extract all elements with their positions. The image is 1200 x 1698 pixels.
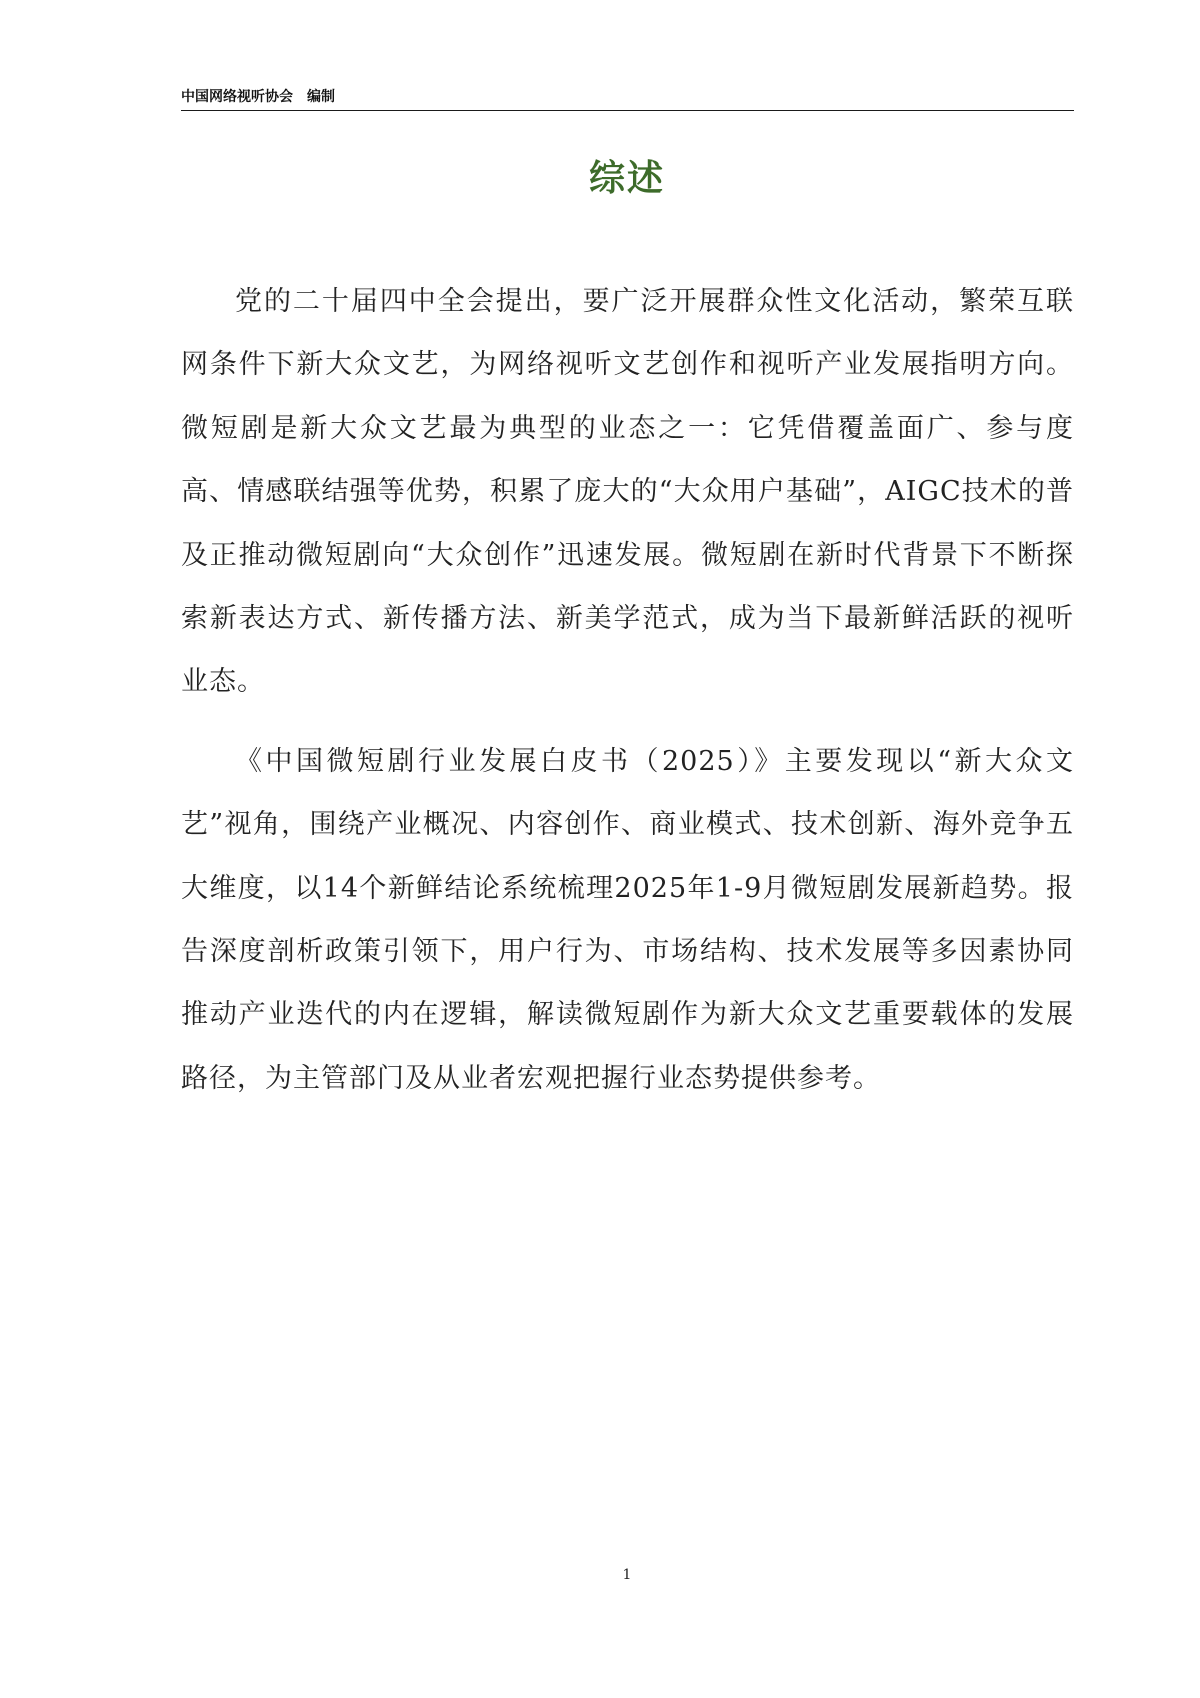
page-header [181, 88, 1074, 111]
paragraph-1: 党的二十届四中全会提出，要广泛开展群众性文化活动，繁荣互联网条件下新大众文艺，为网络视听文艺创作和视听产业发展指明方向。微短剧是新大众文艺最为典型的业态之一：它凭借覆盖面广、参与度高、情感联结强等优势，积累了庞大的“大众用户基础”，AIGC技术的普及正推动微短剧向“大众创作”迅速发展。微短剧在新时代背景下不断探索新表达方式、新传播方法、新美学范式，成为当下最新鲜活跃的视听业态。 [181, 286, 1074, 698]
paragraph-2: 《中国微短剧行业发展白皮书（2025）》主要发现以“新大众文艺”视角，围绕产业概况、内容创作、商业模式、技术创新、海外竞争五大维度，以14个新鲜结论系统梳理2025年1-9月微短剧发展新趋势。报告深度剖析政策引领下，用户行为、市场结构、技术发展等多因素协同推动产业迭代的内在逻辑，解读微短剧作为新大众文艺重要载体的发展路径，为主管部门及从业者宏观把握行业态势提供参考。 [181, 745, 1074, 1094]
body-text [181, 270, 1074, 1126]
page-number: 1 [622, 1567, 632, 1583]
page-title: 综述 [588, 158, 665, 199]
header-organization: 中国网络视听协会 编制 [181, 89, 335, 105]
